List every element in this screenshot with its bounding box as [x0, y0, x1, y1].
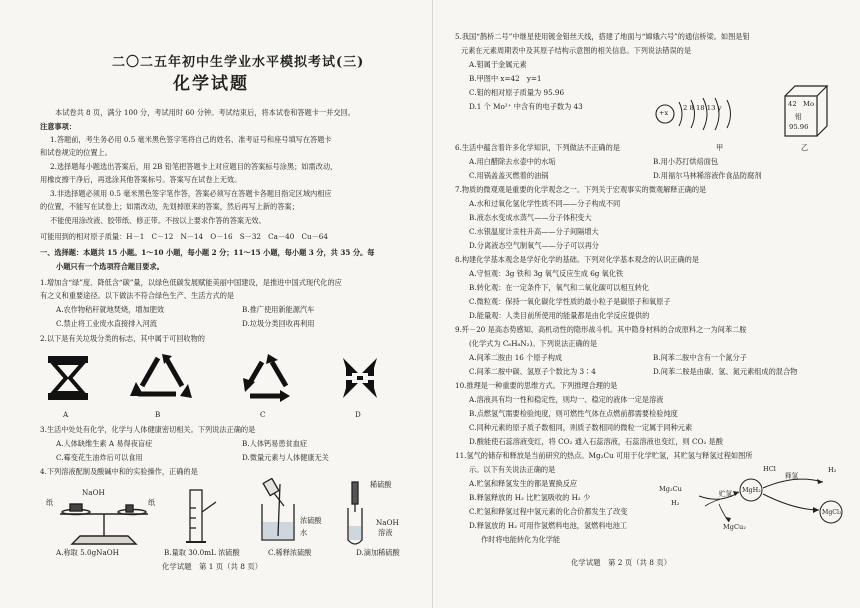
- symbol-c-icon: [243, 354, 290, 402]
- mgcl2-label: MgCl₂: [822, 509, 842, 516]
- option-c: C.稀释浓硫酸: [268, 548, 312, 557]
- option-d: D.用福尔马林稀溶液作食品防腐剂: [653, 171, 762, 180]
- option-a: A.水和过氧化氢化学性质不同——分子构成不同: [469, 199, 621, 208]
- option-d: D.微量元素与人体健康无关: [242, 453, 329, 462]
- option-a: A.用白醋除去水壶中的水垢: [469, 157, 556, 166]
- option-a: A.贮氢和释氢发生的都是置换反应: [469, 479, 578, 488]
- section-heading: 一、选择题：本题共 15 小题。1～10 小题，每小题 2 分；11～15 小题，每小题 3 分，共 35 分。每: [40, 248, 375, 257]
- paper-label: 纸: [148, 498, 156, 507]
- element-symbol: Mo: [803, 100, 815, 108]
- question-1: 有之义和重要途径。以下做法不符合绿色生产、生活方式的是: [40, 291, 235, 300]
- option-c: C.霉变花生油炸后可以食用: [56, 453, 143, 462]
- notice-heading: 注意事项：: [40, 122, 76, 131]
- option-d: D.释氢放的 H₂ 可用作氢燃料电池，氢燃料电池工: [469, 521, 628, 530]
- option-a: A.溶液具有均一性和稳定性，则均一、稳定的液体一定是溶液: [469, 395, 664, 404]
- notice-line: 的位置，不能写在试卷上；如需改动，先划掉原来的答案，然后再写上新的答案；: [40, 202, 299, 211]
- question-7: 7.物质的微观观是重要的化学观念之一。下列关于宏观事实的微观解释正确的是: [455, 185, 707, 194]
- notice-line: 1.答题前，考生务必用 0.5 毫米黑色签字笔将自己的姓名、准考证号和座号填写在答题卡: [50, 135, 332, 144]
- element-cell-box: [783, 84, 829, 140]
- balance-icon: [60, 504, 148, 544]
- option-a: A.人体缺维生素 A 易得夜盲症: [56, 439, 153, 448]
- question-1: 1.增加含“绿”度、降低含“碳”量，以绿色低碳发展赋能美丽中国建设，是推进中国式现代化的应: [40, 278, 342, 287]
- notice-line: 和试卷规定的位置上。: [40, 148, 112, 157]
- option-c: C.间苯二胺中碳、氢原子个数比为 3∶4: [469, 367, 596, 376]
- option-d: D.酸能使石蕊溶液变红，将 CO₂ 通入石蕊溶液，石蕊溶液也变红，则 CO₂ 是酸: [469, 437, 723, 446]
- atom-structure-diagram: [651, 92, 771, 136]
- option-b: B.甲图中 x=42 y=1: [469, 74, 542, 83]
- option-d: D.能量观：人类目前所使用的能量都是由化学反应提供的: [469, 311, 650, 320]
- option-d: D.间苯二胺是由碳、氢、氮元素组成的混合物: [653, 367, 798, 376]
- page-footer: 化学试题 第 1 页（共 8 页）: [162, 562, 263, 571]
- option-c: C.同种元素的原子质子数相同，则质子数相同的微粒一定属于同种元素: [469, 423, 693, 432]
- option-b: B.点燃氢气需要检验纯度，则可燃性气体在点燃前都需要检验纯度: [469, 409, 678, 418]
- option-d: D.滴加稀硫酸: [356, 548, 400, 557]
- mgcu2-label: MgCu₂: [723, 523, 746, 531]
- question-6: 6.生活中蕴含着许多化学知识，下列做法不正确的是: [455, 143, 620, 152]
- hcl-label: HCl: [763, 465, 776, 473]
- page-footer: 化学试题 第 2 页（共 8 页）: [571, 558, 672, 567]
- naoh-label: NaOH: [82, 488, 105, 497]
- option-a: A.守恒观：3g 铁和 3g 氧气反应生成 6g 氧化铁: [469, 269, 624, 278]
- option-b: B.量取 30.0mL 浓硫酸: [164, 548, 240, 557]
- page-2: [433, 0, 860, 608]
- notice-line: 用橡皮擦干净后，再选涂其他答案标号。答案写在试卷上无效。: [40, 175, 242, 184]
- option-a: A.农作物秸秆就地焚烧，增加肥效: [56, 305, 165, 314]
- option-a: A.钼属于金属元素: [469, 60, 527, 69]
- option-b: B.人体钙易患贫血症: [242, 439, 308, 448]
- option-d: D.垃圾分类回收再利用: [242, 319, 315, 328]
- intro-line: 本试卷共 8 页，满分 100 分，考试用时 60 分钟。考试结束后，将本试卷和答题卡一并交回。: [55, 108, 355, 117]
- question-3: 3.生活中处处有化学，化学与人体健康密切相关。下列说法正确的是: [40, 425, 256, 434]
- option-c: C.微粒观：保持一氧化碳化学性质的最小粒子是碳原子和氧原子: [469, 297, 671, 306]
- atomic-number: 42: [788, 100, 797, 108]
- option-d-cont: 作时将电能转化为化学能: [481, 535, 561, 544]
- figure-label-yi: 乙: [801, 143, 809, 152]
- option-c: C.钼的相对原子质量为 95.96: [469, 88, 565, 97]
- beaker-icon: [262, 478, 294, 540]
- element-name: 钼: [795, 113, 802, 121]
- shell-electrons: 2 8 18 13 y: [683, 104, 722, 112]
- option-c: C.贮氢和释氢过程中氢元素的化合价都发生了改变: [469, 507, 628, 516]
- option-d: D.1 个 Mo²⁺ 中含有的电子数为 43: [469, 102, 583, 111]
- option-c: C.水银温度计汞柱升高——分子间隔增大: [469, 227, 599, 236]
- conc-acid-label: 浓硫酸: [300, 516, 322, 525]
- question-8: 8.构建化学基本观念是学好化学的基础。下列对化学基本观念的认识正确的是: [455, 255, 700, 264]
- atomic-mass: 95.96: [789, 123, 809, 131]
- option-b: B.释氢释放的 H₂ 比贮氢吸收的 H₂ 少: [469, 493, 591, 502]
- symbol-b-icon: [130, 354, 192, 398]
- question-10: 10.推理是一种重要的思维方式。下列推理合理的是: [455, 381, 618, 390]
- mgh2-label: MgH₂: [742, 486, 761, 494]
- exam-subtitle: 化学试题: [173, 74, 249, 94]
- symbol-a-icon: [48, 356, 88, 400]
- hydrogen-cycle-diagram: [655, 470, 855, 540]
- figure-label-jia: 甲: [716, 143, 724, 152]
- release-label: 释氢: [785, 472, 799, 480]
- paper-label: 纸: [46, 498, 54, 507]
- option-a: A.间苯二胺由 16 个原子构成: [469, 353, 563, 362]
- option-c: C.用锅盖盖灭燃着的油锅: [469, 171, 549, 180]
- notice-line: 2.选择题每小题选出答案后，用 2B 铅笔把答题卡上对应题目的答案标号涂黑；如需改动，: [50, 162, 338, 171]
- test-tube-icon: [348, 482, 362, 544]
- water-label: 水: [300, 528, 308, 537]
- symbol-d-icon: [343, 358, 377, 398]
- option-b: B.转化观：在一定条件下，氧气和二氧化碳可以相互转化: [469, 283, 650, 292]
- symbol-label-b: B: [155, 410, 161, 419]
- question-11: 示。以下有关说法正确的是: [469, 465, 556, 474]
- option-a: A.称取 5.0gNaOH: [56, 548, 119, 557]
- notice-line: 3.非选择题必须用 0.5 毫米黑色签字笔作答，答案必须写在答题卡各题目指定区域内相应: [50, 189, 332, 198]
- naoh-solution-label: NaOH: [376, 518, 399, 527]
- option-b: B.用小苏打烘焙面包: [653, 157, 719, 166]
- question-2: 2.以下是有关垃圾分类的标志，其中属于可回收物的: [40, 334, 205, 343]
- nucleus-label: +x: [659, 109, 669, 117]
- solution-label: 溶液: [378, 528, 393, 537]
- atomic-masses: 可能用到的相对原子质量：H－1 C－12 N－14 O－16 S－32 Ca－40 Cu－64: [40, 232, 328, 241]
- symbol-label-c: C: [260, 410, 266, 419]
- dilute-acid-label: 稀硫酸: [370, 480, 392, 489]
- section-heading: 小题只有一个选项符合题目要求。: [56, 262, 164, 271]
- h2-out-label: H₂: [828, 466, 837, 474]
- question-9: (化学式为 C₆H₈N₂)。下列说法正确的是: [469, 339, 598, 348]
- question-5: 元素在元素周期表中及其原子结构示意图的相关信息。下列说法错误的是: [461, 46, 692, 55]
- question-5: 5.我国“鹊桥二号”中继星使用镀金钼丝天线，搭建了地面与“嫦娥六号”的通信桥梁。如图是钼: [455, 32, 750, 41]
- h2-in-label: H₂: [671, 499, 680, 507]
- store-label: 贮氢: [719, 490, 733, 498]
- notice-line: 不能使用涂改液、胶带纸、修正带。不按以上要求作答的答案无效。: [50, 216, 266, 225]
- question-4: 4.下列溶液配制及酸碱中和的实验操作，正确的是: [40, 467, 198, 476]
- option-d: D.分离液态空气制氧气——分子可以再分: [469, 241, 599, 250]
- recycle-symbols: [40, 348, 420, 410]
- question-9: 9.歼－20 是高态势感知、高机动性的隐形战斗机。其中隐身材料的合成原料之一为间苯二胺: [455, 325, 747, 334]
- option-b: B.推广使用新能源汽车: [242, 305, 315, 314]
- mg2cu-label: Mg₂Cu: [659, 485, 682, 493]
- question-11: 11.氢气的储存和释放是当前研究的热点。Mg₂Cu 可用于化学贮氢，其贮氢与释氢过程如图所: [455, 451, 753, 460]
- option-b: B.液态水变成水蒸气——分子体积变大: [469, 213, 592, 222]
- symbol-label-d: D: [355, 410, 361, 419]
- exam-title: 二〇二五年初中生学业水平模拟考试(三): [112, 55, 365, 70]
- option-b: B.间苯二胺中含有一个氮分子: [653, 353, 747, 362]
- symbol-label-a: A: [63, 410, 69, 419]
- cylinder-icon: [186, 490, 216, 542]
- option-c: C.禁止将工业废水直接排入河流: [56, 319, 157, 328]
